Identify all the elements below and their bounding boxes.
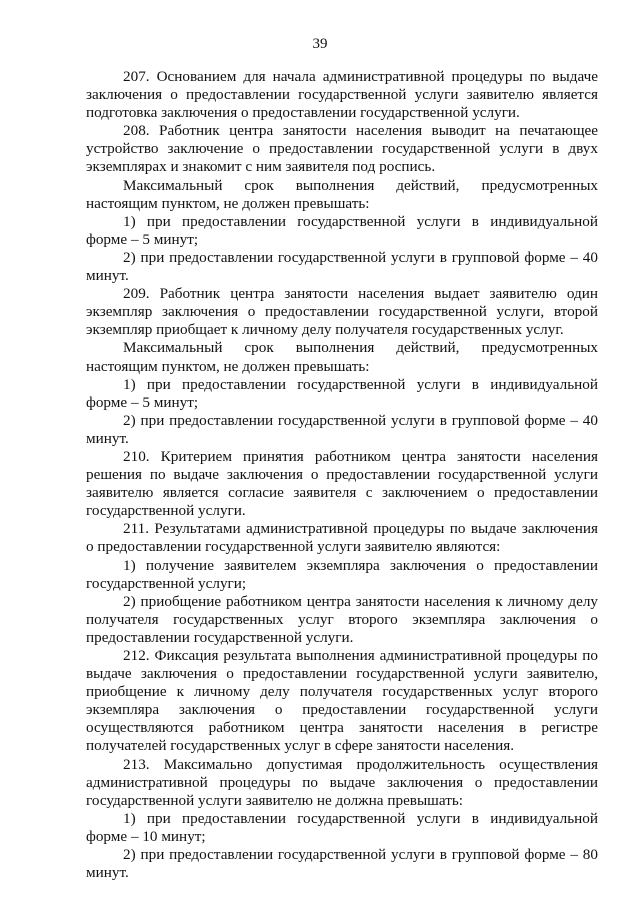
paragraph-207: 207. Основанием для начала административной процедуры по выдаче заключения о предоставлении государственной услуги заявителю является подготовка заключения о предоставлении государственной услуги. xyxy=(86,68,598,122)
paragraph-209: 209. Работник центра занятости населения выдает заявителю один экземпляр заключения о предоставлении государственной услуги, второй экземпляр приобщает к личному делу получателя государственных услуг. xyxy=(86,285,598,339)
paragraph-209-item-1: 1) при предоставлении государственной услуги в индивидуальной форме – 5 минут; xyxy=(86,375,598,411)
paragraph-212: 212. Фиксация результата выполнения административной процедуры по выдаче заключения о предоставлении государственной услуги заявителю, приобщение к личному делу получателя государственных услуг второго экземпляра заключения о предоставлении государственной услуги осуществляются работником центра занятости населения в регистре получателей государственных услуг в сфере занятости населения. xyxy=(86,647,598,755)
paragraph-213: 213. Максимально допустимая продолжительность осуществления административной процедуры по выдаче заключения о предоставлении государственной услуги заявителю не должна превышать: xyxy=(86,755,598,809)
paragraph-211-item-1: 1) получение заявителем экземпляра заключения о предоставлении государственной услуги; xyxy=(86,556,598,592)
paragraph-209-max-time: Максимальный срок выполнения действий, предусмотренных настоящим пунктом, не должен превышать: xyxy=(86,339,598,375)
paragraph-211: 211. Результатами административной процедуры по выдаче заключения о предоставлении государственной услуги заявителю являются: xyxy=(86,520,598,556)
paragraph-208-item-2: 2) при предоставлении государственной услуги в групповой форме – 40 минут. xyxy=(86,248,598,285)
paragraph-210: 210. Критерием принятия работником центра занятости населения решения по выдаче заключения о предоставлении государственной услуги заявителю является согласие заявителя с заключением о предоставлении государственной услуги. xyxy=(86,447,598,520)
paragraph-211-item-2: 2) приобщение работником центра занятости населения к личному делу получателя государственных услуг второго экземпляра заключения о предоставлении государственной услуги. xyxy=(86,592,598,646)
paragraph-208-max-time: Максимальный срок выполнения действий, предусмотренных настоящим пунктом, не должен превышать: xyxy=(86,176,598,212)
page-number: 39 xyxy=(312,36,328,52)
paragraph-208: 208. Работник центра занятости населения выводит на печатающее устройство заключение о предоставлении государственной услуги в двух экземплярах и знакомит с ним заявителя под роспись. xyxy=(86,122,598,176)
paragraph-213-item-2: 2) при предоставлении государственной услуги в групповой форме – 80 минут. xyxy=(86,846,598,882)
page-body xyxy=(86,68,598,882)
paragraph-209-item-2: 2) при предоставлении государственной услуги в групповой форме – 40 минут. xyxy=(86,411,598,447)
paragraph-208-item-1: 1) при предоставлении государственной услуги в индивидуальной форме – 5 минут; xyxy=(86,212,598,248)
paragraph-213-item-1: 1) при предоставлении государственной услуги в индивидуальной форме – 10 минут; xyxy=(86,809,598,845)
